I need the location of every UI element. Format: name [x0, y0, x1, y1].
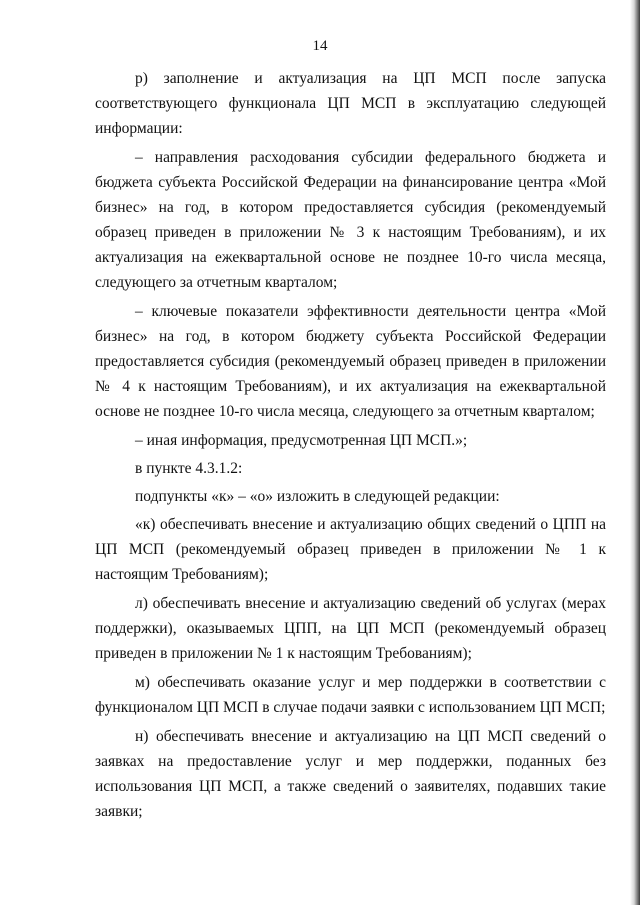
scan-edge-shadow [630, 0, 640, 905]
subclause-m: м) обеспечивать оказание услуг и мер поддержки в соответствии с функционалом ЦП МСП в случае подачи заявки с использованием ЦП МСП; [95, 674, 606, 716]
subclause-l: л) обеспечивать внесение и актуализацию сведений об услугах (мерах поддержки), оказываемых ЦПП, на ЦП МСП (рекомендуемый образец приведен в приложении № 1 к настоящим Требованиям); [95, 595, 606, 662]
subclause-n: н) обеспечивать внесение и актуализацию на ЦП МСП сведений о заявках на предоставление услуг и мер поддержки, поданных без использования ЦП МСП, а также сведений о заявителях, подавших такие заявки; [95, 728, 606, 820]
paragraph-clause-reference: в пункте 4.3.1.2: [135, 460, 243, 477]
list-item-expense-directions: – направления расходования субсидии федерального бюджета и бюджета субъекта Российской Федерации на финансирование центра «Мой бизнес» на год, в котором предоставляется субсидия (рекомендуемый образец приведен в приложении № 3 к настоящим Требованиям), и их актуализация на ежеквартальной основе не позднее 10-го числа месяца, следующего за отчетным кварталом; [95, 149, 606, 291]
subclause-k: «к) обеспечивать внесение и актуализацию общих сведений о ЦПП на ЦП МСП (рекомендуемый образец приведен в приложении № 1 к настоящим Требованиям); [95, 516, 606, 583]
page-number: 14 [312, 38, 328, 54]
list-item-other-info: – иная информация, предусмотренная ЦП МСП.»; [135, 432, 468, 449]
paragraph-amendment-intro: подпункты «к» – «о» изложить в следующей редакции: [135, 488, 500, 505]
paragraph-r: р) заполнение и актуализация на ЦП МСП после запуска соответствующего функционала ЦП МСП в эксплуатацию следующей информации: [95, 70, 606, 137]
list-item-key-indicators: – ключевые показатели эффективности деятельности центра «Мой бизнес» на год, в котором бюджету субъекта Российской Федерации предоставляется субсидия (рекомендуемый образец приведен в приложении № 4 к настоящим Требованиям), и их актуализация на ежеквартальной основе не позднее 10-го числа месяца, следующего за отчетным кварталом; [95, 303, 606, 420]
document-body [95, 66, 606, 828]
